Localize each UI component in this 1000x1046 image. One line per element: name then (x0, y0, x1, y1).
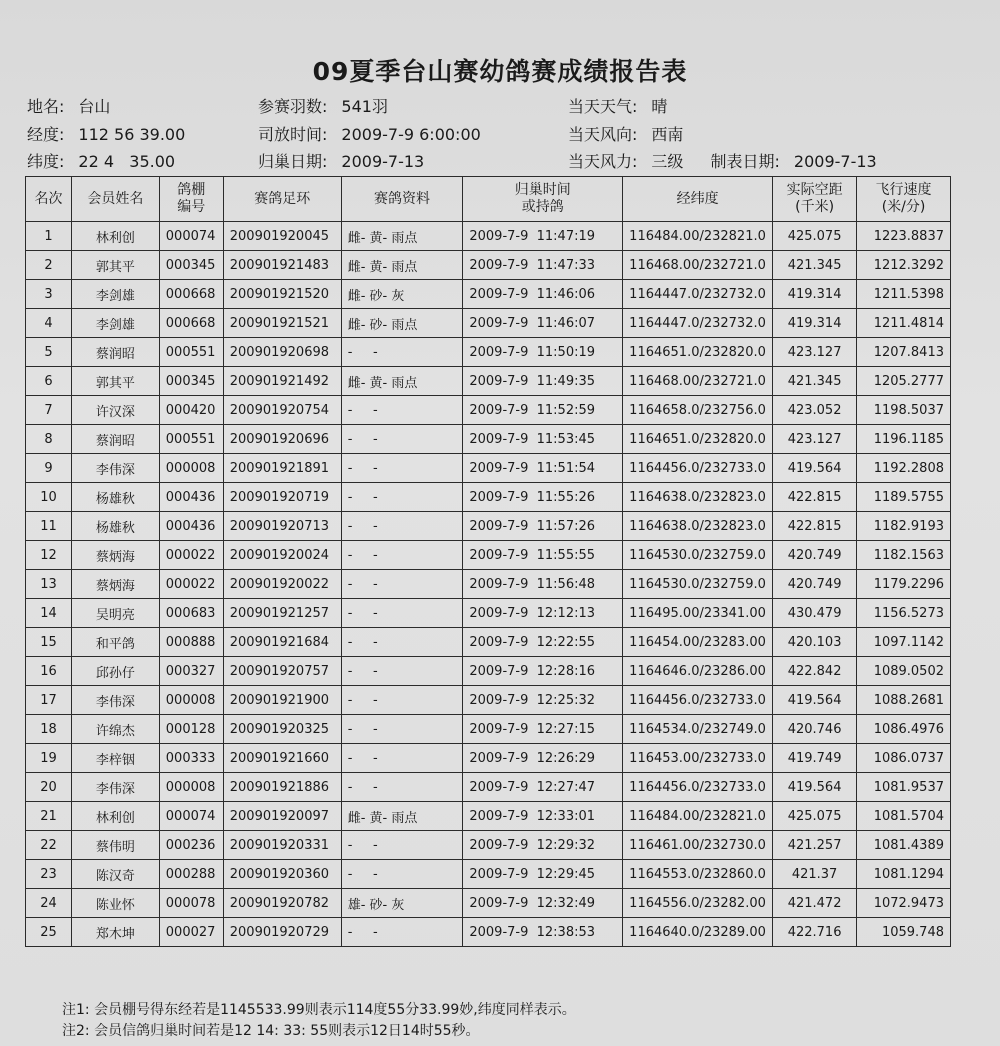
cell-distance: 419.314 (773, 280, 857, 309)
cell-ring-number: 200901920696 (223, 425, 341, 454)
cell-distance: 421.345 (773, 367, 857, 396)
cell-rank: 14 (26, 599, 72, 628)
cell-rank: 19 (26, 744, 72, 773)
cell-member-name: 杨雄秋 (71, 483, 159, 512)
cell-loft-number: 000008 (159, 454, 223, 483)
table-row (26, 715, 951, 744)
header-loft-number: 鸽棚 编号 (159, 177, 223, 222)
cell-distance: 419.564 (773, 686, 857, 715)
cell-member-name: 邱孙仔 (71, 657, 159, 686)
cell-member-name: 许绵杰 (71, 715, 159, 744)
cell-coordinates: 1164530.0/232759.0 (623, 541, 773, 570)
cell-ring-number: 200901921886 (223, 773, 341, 802)
cell-return-time: 2009-7-9 12:38:53 (463, 918, 623, 947)
header-pigeon-info: 赛鸽资料 (341, 177, 463, 222)
cell-distance: 420.103 (773, 628, 857, 657)
cell-pigeon-info: 雌- 黄- 雨点 (341, 802, 463, 831)
latitude-label: 纬度: (27, 152, 65, 171)
table-row (26, 541, 951, 570)
cell-return-time: 2009-7-9 12:29:45 (463, 860, 623, 889)
release-value: 2009-7-9 6:00:00 (341, 125, 481, 144)
cell-ring-number: 200901920325 (223, 715, 341, 744)
cell-pigeon-info: - - (341, 686, 463, 715)
cell-rank: 7 (26, 396, 72, 425)
cell-pigeon-info: - - (341, 541, 463, 570)
cell-coordinates: 116454.00/23283.00 (623, 628, 773, 657)
header-rank: 名次 (26, 177, 72, 222)
cell-pigeon-info: - - (341, 599, 463, 628)
cell-speed: 1179.2296 (857, 570, 951, 599)
cell-ring-number: 200901921684 (223, 628, 341, 657)
cell-distance: 420.749 (773, 541, 857, 570)
header-distance: 实际空距 (千米) (773, 177, 857, 222)
cell-member-name: 吴明亮 (71, 599, 159, 628)
cell-return-time: 2009-7-9 11:50:19 (463, 338, 623, 367)
cell-member-name: 林利创 (71, 222, 159, 251)
cell-coordinates: 1164651.0/232820.0 (623, 425, 773, 454)
weather-label: 当天天气: (568, 97, 638, 116)
cell-rank: 15 (26, 628, 72, 657)
cell-coordinates: 1164456.0/232733.0 (623, 686, 773, 715)
cell-ring-number: 200901921891 (223, 454, 341, 483)
cell-loft-number: 000074 (159, 802, 223, 831)
note-2: 注2: 会员信鸽归巢时间若是12 14: 33: 55则表示12日14时55秒。 (62, 1023, 480, 1039)
cell-loft-number: 000436 (159, 512, 223, 541)
cell-rank: 22 (26, 831, 72, 860)
header-return-time: 归巢时间 或持鸽 (463, 177, 623, 222)
table-row (26, 570, 951, 599)
table-row (26, 860, 951, 889)
cell-member-name: 李剑雄 (71, 280, 159, 309)
cell-return-time: 2009-7-9 12:26:29 (463, 744, 623, 773)
cell-distance: 420.749 (773, 570, 857, 599)
cell-loft-number: 000008 (159, 773, 223, 802)
cell-ring-number: 200901920713 (223, 512, 341, 541)
cell-speed: 1086.0737 (857, 744, 951, 773)
cell-distance: 423.127 (773, 425, 857, 454)
cell-return-time: 2009-7-9 11:46:06 (463, 280, 623, 309)
cell-speed: 1097.1142 (857, 628, 951, 657)
cell-ring-number: 200901920719 (223, 483, 341, 512)
cell-distance: 422.842 (773, 657, 857, 686)
cell-loft-number: 000327 (159, 657, 223, 686)
cell-return-time: 2009-7-9 12:29:32 (463, 831, 623, 860)
cell-coordinates: 116453.00/232733.0 (623, 744, 773, 773)
cell-pigeon-info: 雌- 黄- 雨点 (341, 251, 463, 280)
cell-ring-number: 200901921660 (223, 744, 341, 773)
cell-return-time: 2009-7-9 12:25:32 (463, 686, 623, 715)
cell-distance: 421.37 (773, 860, 857, 889)
cell-speed: 1089.0502 (857, 657, 951, 686)
cell-loft-number: 000436 (159, 483, 223, 512)
cell-coordinates: 116468.00/232721.0 (623, 251, 773, 280)
table-header-row (26, 177, 951, 222)
cell-ring-number: 200901921521 (223, 309, 341, 338)
cell-ring-number: 200901920331 (223, 831, 341, 860)
cell-loft-number: 000551 (159, 338, 223, 367)
cell-ring-number: 200901920754 (223, 396, 341, 425)
table-row (26, 367, 951, 396)
cell-ring-number: 200901921900 (223, 686, 341, 715)
wind-force-label: 当天风力: (568, 152, 638, 171)
header-speed: 飞行速度 (米/分) (857, 177, 951, 222)
cell-coordinates: 1164447.0/232732.0 (623, 280, 773, 309)
count-value: 541羽 (341, 97, 388, 116)
cell-member-name: 李伟深 (71, 454, 159, 483)
cell-return-time: 2009-7-9 12:32:49 (463, 889, 623, 918)
cell-pigeon-info: 雌- 砂- 雨点 (341, 309, 463, 338)
cell-coordinates: 1164646.0/23286.00 (623, 657, 773, 686)
count-label: 参赛羽数: (258, 97, 328, 116)
cell-return-time: 2009-7-9 11:47:19 (463, 222, 623, 251)
table-row (26, 454, 951, 483)
cell-pigeon-info: - - (341, 512, 463, 541)
cell-return-time: 2009-7-9 12:33:01 (463, 802, 623, 831)
cell-return-time: 2009-7-9 11:53:45 (463, 425, 623, 454)
release-label: 司放时间: (258, 125, 328, 144)
cell-pigeon-info: - - (341, 454, 463, 483)
cell-speed: 1156.5273 (857, 599, 951, 628)
cell-pigeon-info: 雄- 砂- 灰 (341, 889, 463, 918)
note-1: 注1: 会员棚号得东经若是1145533.99则表示114度55分33.99妙,纬度同样表示。 (62, 1002, 576, 1018)
cell-speed: 1081.1294 (857, 860, 951, 889)
cell-return-time: 2009-7-9 11:56:48 (463, 570, 623, 599)
wind-direction-label: 当天风向: (568, 125, 638, 144)
cell-member-name: 陈业怀 (71, 889, 159, 918)
cell-return-time: 2009-7-9 12:27:15 (463, 715, 623, 744)
cell-coordinates: 116461.00/232730.0 (623, 831, 773, 860)
cell-member-name: 郭其平 (71, 367, 159, 396)
cell-speed: 1081.5704 (857, 802, 951, 831)
cell-ring-number: 200901920024 (223, 541, 341, 570)
cell-speed: 1088.2681 (857, 686, 951, 715)
cell-loft-number: 000345 (159, 367, 223, 396)
cell-coordinates: 1164651.0/232820.0 (623, 338, 773, 367)
cell-ring-number: 200901920729 (223, 918, 341, 947)
cell-coordinates: 1164638.0/232823.0 (623, 512, 773, 541)
cell-speed: 1196.1185 (857, 425, 951, 454)
cell-member-name: 李伟深 (71, 686, 159, 715)
cell-return-time: 2009-7-9 11:47:33 (463, 251, 623, 280)
cell-speed: 1211.4814 (857, 309, 951, 338)
cell-loft-number: 000022 (159, 541, 223, 570)
wind-direction-value: 西南 (651, 125, 684, 144)
cell-member-name: 蔡炳海 (71, 541, 159, 570)
cell-pigeon-info: - - (341, 657, 463, 686)
table-row (26, 512, 951, 541)
table-row (26, 744, 951, 773)
cell-loft-number: 000888 (159, 628, 223, 657)
cell-member-name: 蔡润昭 (71, 338, 159, 367)
cell-distance: 421.472 (773, 889, 857, 918)
cell-member-name: 郑木坤 (71, 918, 159, 947)
longitude-value: 112 56 39.00 (78, 125, 186, 144)
cell-coordinates: 1164638.0/232823.0 (623, 483, 773, 512)
table-row (26, 686, 951, 715)
cell-return-time: 2009-7-9 12:28:16 (463, 657, 623, 686)
cell-loft-number: 000128 (159, 715, 223, 744)
cell-pigeon-info: - - (341, 860, 463, 889)
location-value: 台山 (78, 97, 111, 116)
cell-ring-number: 200901921257 (223, 599, 341, 628)
cell-rank: 13 (26, 570, 72, 599)
cell-pigeon-info: - - (341, 628, 463, 657)
cell-pigeon-info: 雌- 砂- 灰 (341, 280, 463, 309)
cell-ring-number: 200901920782 (223, 889, 341, 918)
header-member-name: 会员姓名 (71, 177, 159, 222)
cell-pigeon-info: - - (341, 715, 463, 744)
location-label: 地名: (27, 97, 65, 116)
table-row (26, 889, 951, 918)
table-row (26, 599, 951, 628)
return-date-value: 2009-7-13 (341, 152, 425, 171)
cell-return-time: 2009-7-9 11:57:26 (463, 512, 623, 541)
cell-rank: 17 (26, 686, 72, 715)
return-date-label: 归巢日期: (258, 152, 328, 171)
latitude-value: 22 4 35.00 (78, 152, 176, 171)
cell-pigeon-info: - - (341, 425, 463, 454)
cell-pigeon-info: - - (341, 773, 463, 802)
cell-distance: 430.479 (773, 599, 857, 628)
cell-member-name: 和平鸽 (71, 628, 159, 657)
cell-speed: 1086.4976 (857, 715, 951, 744)
cell-distance: 422.716 (773, 918, 857, 947)
cell-rank: 3 (26, 280, 72, 309)
cell-rank: 11 (26, 512, 72, 541)
cell-return-time: 2009-7-9 11:52:59 (463, 396, 623, 425)
cell-speed: 1192.2808 (857, 454, 951, 483)
cell-loft-number: 000683 (159, 599, 223, 628)
notes (62, 1000, 576, 1042)
cell-coordinates: 116484.00/232821.0 (623, 222, 773, 251)
cell-loft-number: 000333 (159, 744, 223, 773)
cell-speed: 1081.9537 (857, 773, 951, 802)
weather-value: 晴 (651, 97, 668, 116)
cell-coordinates: 1164530.0/232759.0 (623, 570, 773, 599)
cell-return-time: 2009-7-9 11:55:55 (463, 541, 623, 570)
cell-pigeon-info: - - (341, 338, 463, 367)
cell-coordinates: 1164456.0/232733.0 (623, 773, 773, 802)
cell-loft-number: 000008 (159, 686, 223, 715)
cell-coordinates: 116495.00/23341.00 (623, 599, 773, 628)
cell-distance: 425.075 (773, 802, 857, 831)
cell-loft-number: 000420 (159, 396, 223, 425)
cell-speed: 1198.5037 (857, 396, 951, 425)
cell-member-name: 蔡伟明 (71, 831, 159, 860)
table-row (26, 483, 951, 512)
release-row (258, 122, 481, 145)
cell-rank: 6 (26, 367, 72, 396)
cell-ring-number: 200901921483 (223, 251, 341, 280)
wind-direction-row (568, 122, 683, 145)
cell-return-time: 2009-7-9 12:12:13 (463, 599, 623, 628)
cell-pigeon-info: - - (341, 483, 463, 512)
cell-rank: 21 (26, 802, 72, 831)
cell-rank: 23 (26, 860, 72, 889)
cell-ring-number: 200901920097 (223, 802, 341, 831)
cell-coordinates: 1164658.0/232756.0 (623, 396, 773, 425)
cell-speed: 1081.4389 (857, 831, 951, 860)
cell-rank: 5 (26, 338, 72, 367)
cell-loft-number: 000345 (159, 251, 223, 280)
cell-rank: 1 (26, 222, 72, 251)
table-row (26, 831, 951, 860)
cell-member-name: 李伟深 (71, 773, 159, 802)
table-body (26, 222, 951, 947)
cell-coordinates: 1164534.0/232749.0 (623, 715, 773, 744)
cell-pigeon-info: - - (341, 744, 463, 773)
table-row (26, 918, 951, 947)
count-row (258, 94, 388, 117)
cell-member-name: 蔡润昭 (71, 425, 159, 454)
cell-pigeon-info: 雌- 黄- 雨点 (341, 222, 463, 251)
cell-loft-number: 000074 (159, 222, 223, 251)
cell-pigeon-info: 雌- 黄- 雨点 (341, 367, 463, 396)
cell-ring-number: 200901920360 (223, 860, 341, 889)
report-title: 09夏季台山赛幼鸽赛成绩报告表 (312, 57, 688, 86)
cell-loft-number: 000236 (159, 831, 223, 860)
cell-speed: 1223.8837 (857, 222, 951, 251)
header-coordinates: 经纬度 (623, 177, 773, 222)
cell-distance: 422.815 (773, 512, 857, 541)
cell-pigeon-info: - - (341, 570, 463, 599)
cell-rank: 25 (26, 918, 72, 947)
cell-pigeon-info: - - (341, 396, 463, 425)
cell-distance: 419.314 (773, 309, 857, 338)
table-row (26, 338, 951, 367)
cell-return-time: 2009-7-9 12:27:47 (463, 773, 623, 802)
cell-distance: 419.564 (773, 454, 857, 483)
cell-loft-number: 000668 (159, 280, 223, 309)
cell-member-name: 李剑雄 (71, 309, 159, 338)
made-date-label: 制表日期: (710, 152, 780, 171)
latitude-row (27, 149, 175, 172)
header-ring-number: 赛鸽足环 (223, 177, 341, 222)
cell-distance: 421.257 (773, 831, 857, 860)
cell-ring-number: 200901921520 (223, 280, 341, 309)
cell-speed: 1205.2777 (857, 367, 951, 396)
cell-speed: 1072.9473 (857, 889, 951, 918)
cell-member-name: 林利创 (71, 802, 159, 831)
cell-coordinates: 1164556.0/23282.00 (623, 889, 773, 918)
cell-pigeon-info: - - (341, 918, 463, 947)
cell-distance: 420.746 (773, 715, 857, 744)
longitude-label: 经度: (27, 125, 65, 144)
cell-member-name: 蔡炳海 (71, 570, 159, 599)
table-row (26, 396, 951, 425)
cell-loft-number: 000022 (159, 570, 223, 599)
cell-ring-number: 200901920698 (223, 338, 341, 367)
cell-member-name: 杨雄秋 (71, 512, 159, 541)
cell-member-name: 陈汉奇 (71, 860, 159, 889)
cell-ring-number: 200901920757 (223, 657, 341, 686)
cell-speed: 1182.9193 (857, 512, 951, 541)
cell-ring-number: 200901920022 (223, 570, 341, 599)
return-date-row (258, 149, 424, 172)
cell-ring-number: 200901920045 (223, 222, 341, 251)
cell-return-time: 2009-7-9 12:22:55 (463, 628, 623, 657)
cell-loft-number: 000551 (159, 425, 223, 454)
longitude-row (27, 122, 185, 145)
cell-distance: 423.127 (773, 338, 857, 367)
cell-return-time: 2009-7-9 11:51:54 (463, 454, 623, 483)
table-row (26, 628, 951, 657)
cell-member-name: 郭其平 (71, 251, 159, 280)
cell-loft-number: 000078 (159, 889, 223, 918)
cell-speed: 1059.748 (857, 918, 951, 947)
cell-rank: 24 (26, 889, 72, 918)
table-row (26, 802, 951, 831)
cell-return-time: 2009-7-9 11:55:26 (463, 483, 623, 512)
table-row (26, 425, 951, 454)
cell-distance: 425.075 (773, 222, 857, 251)
cell-ring-number: 200901921492 (223, 367, 341, 396)
cell-coordinates: 116484.00/232821.0 (623, 802, 773, 831)
cell-coordinates: 1164456.0/232733.0 (623, 454, 773, 483)
made-date-value: 2009-7-13 (793, 152, 877, 171)
cell-distance: 422.815 (773, 483, 857, 512)
cell-rank: 18 (26, 715, 72, 744)
table-row (26, 222, 951, 251)
cell-speed: 1212.3292 (857, 251, 951, 280)
cell-speed: 1207.8413 (857, 338, 951, 367)
cell-distance: 423.052 (773, 396, 857, 425)
cell-return-time: 2009-7-9 11:49:35 (463, 367, 623, 396)
cell-member-name: 许汉深 (71, 396, 159, 425)
weather-row (568, 94, 667, 117)
cell-rank: 16 (26, 657, 72, 686)
cell-coordinates: 1164640.0/23289.00 (623, 918, 773, 947)
cell-speed: 1182.1563 (857, 541, 951, 570)
table-row (26, 657, 951, 686)
cell-coordinates: 1164447.0/232732.0 (623, 309, 773, 338)
cell-rank: 9 (26, 454, 72, 483)
cell-member-name: 李梓铟 (71, 744, 159, 773)
cell-distance: 421.345 (773, 251, 857, 280)
cell-rank: 4 (26, 309, 72, 338)
cell-rank: 8 (26, 425, 72, 454)
cell-speed: 1189.5755 (857, 483, 951, 512)
table-row (26, 773, 951, 802)
cell-coordinates: 1164553.0/232860.0 (623, 860, 773, 889)
cell-rank: 20 (26, 773, 72, 802)
cell-speed: 1211.5398 (857, 280, 951, 309)
results-table (25, 176, 951, 947)
cell-pigeon-info: - - (341, 831, 463, 860)
table-row (26, 309, 951, 338)
table-row (26, 280, 951, 309)
cell-loft-number: 000288 (159, 860, 223, 889)
location-row (27, 94, 110, 117)
cell-distance: 419.749 (773, 744, 857, 773)
wind-force-value: 三级 (651, 152, 684, 171)
cell-rank: 12 (26, 541, 72, 570)
cell-loft-number: 000027 (159, 918, 223, 947)
wind-force-row (568, 149, 877, 172)
cell-distance: 419.564 (773, 773, 857, 802)
cell-rank: 10 (26, 483, 72, 512)
cell-return-time: 2009-7-9 11:46:07 (463, 309, 623, 338)
cell-rank: 2 (26, 251, 72, 280)
cell-coordinates: 116468.00/232721.0 (623, 367, 773, 396)
cell-loft-number: 000668 (159, 309, 223, 338)
table-row (26, 251, 951, 280)
